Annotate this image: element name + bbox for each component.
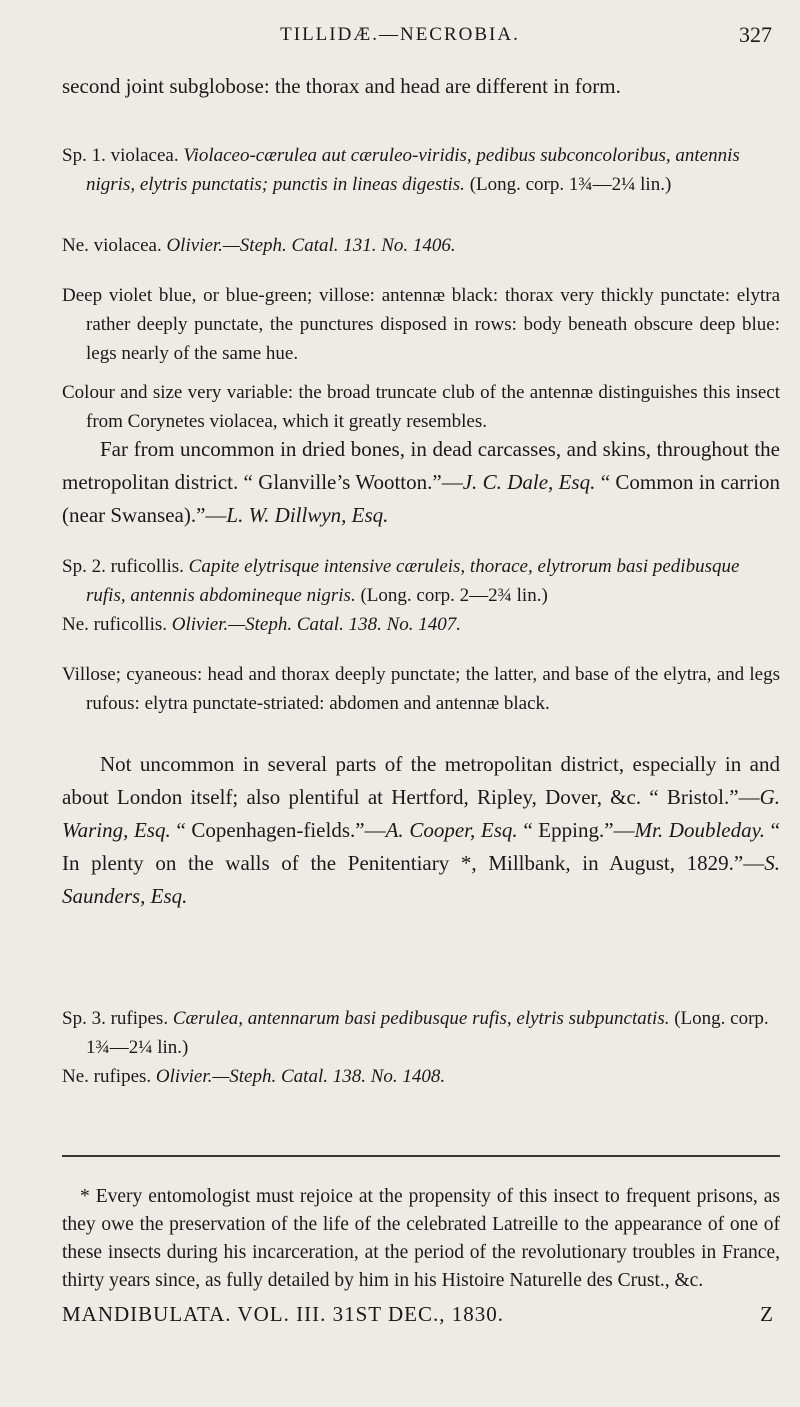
species-habitat: Not uncommon in several parts of the metropolitan district, especially in and about London itself; also plentiful at Hertford, Ripley, Dover, &c. “ Bristol.”—G. Waring, Esq. “ Copenhagen-fields.”—A. Cooper, Esq. “ Epping.”—Mr. Doubleday. “ In plenty on the walls of the Penitentiary *, Millbank, in August, 1829.”—S. Saunders, Esq.: [62, 752, 780, 908]
species-heading: Sp. 3. rufipes. Cærulea, antennarum basi pedibusque rufis, elytris subpunctatis. (Long. corp. 1¾—2¼ lin.): [62, 1008, 769, 1058]
footnote-rule: [62, 1155, 780, 1157]
signature-mark: Z: [760, 1302, 774, 1326]
synonym-line: Ne. rufipes. Olivier.—Steph. Catal. 138. No. 1408.: [62, 1066, 446, 1087]
description-continuation: second joint subglobose: the thorax and head are different in form.: [62, 74, 621, 98]
page-number: 327: [739, 22, 772, 47]
species-measure: (Long. corp. 1¾—2¼ lin.): [469, 174, 672, 195]
signature-text: MANDIBULATA. VOL. III. 31ST DEC., 1830.: [62, 1302, 504, 1326]
species-latin-description: Violaceo-cærulea aut cæruleo-viridis, pedibus subconcoloribus, antennis nigris, elytris punctatis; punctis in lineas digestis.: [86, 145, 740, 195]
species-description: Villose; cyaneous: head and thorax deeply punctate; the latter, and base of the elytra, and legs rufous: elytra punctate-striated: abdomen and antennæ black.: [62, 664, 780, 714]
synonym-line: Ne. violacea. Olivier.—Steph. Catal. 131. No. 1406.: [62, 235, 456, 256]
species-name: Sp. 1. violacea.: [62, 145, 179, 166]
species-heading: Sp. 2. ruficollis. Capite elytrisque intensive cæruleis, thorace, elytrorum basi pedibusque rufis, antennis abdomineque nigris. (Long. corp. 2—2¾ lin.): [62, 556, 740, 606]
running-head: [0, 20, 800, 50]
species-habitat: Far from uncommon in dried bones, in dead carcasses, and skins, throughout the metropolitan district. “ Glanville’s Wootton.”—J. C. Dale, Esq. “ Common in carrion (near Swansea).”—L. W. Dillwyn, Esq.: [62, 437, 780, 527]
footnote: * Every entomologist must rejoice at the propensity of this insect to frequent prisons, as they owe the preservation of the life of the celebrated Latreille to the appearance of one of these insects during his incarceration, at the period of the revolutionary troubles in France, thirty years since, as fully detailed by him in his Histoire Naturelle des Crust., &c.: [62, 1186, 780, 1291]
species-description: Deep violet blue, or blue-green; villose: antennæ black: thorax very thickly punctate: elytra rather deeply punctate, the punctures disposed in rows: body beneath obscure deep blue: legs nearly of the same hue.: [62, 285, 780, 364]
synonym-line: Ne. ruficollis. Olivier.—Steph. Catal. 138. No. 1407.: [62, 614, 461, 635]
species-heading: [62, 141, 780, 199]
signature-line: [62, 1302, 780, 1336]
running-head-title: TILLIDÆ.—NECROBIA.: [280, 24, 520, 45]
species-note: Colour and size very variable: the broad truncate club of the antennæ distinguishes this insect from Corynetes violacea, which it greatly resembles.: [62, 382, 780, 432]
